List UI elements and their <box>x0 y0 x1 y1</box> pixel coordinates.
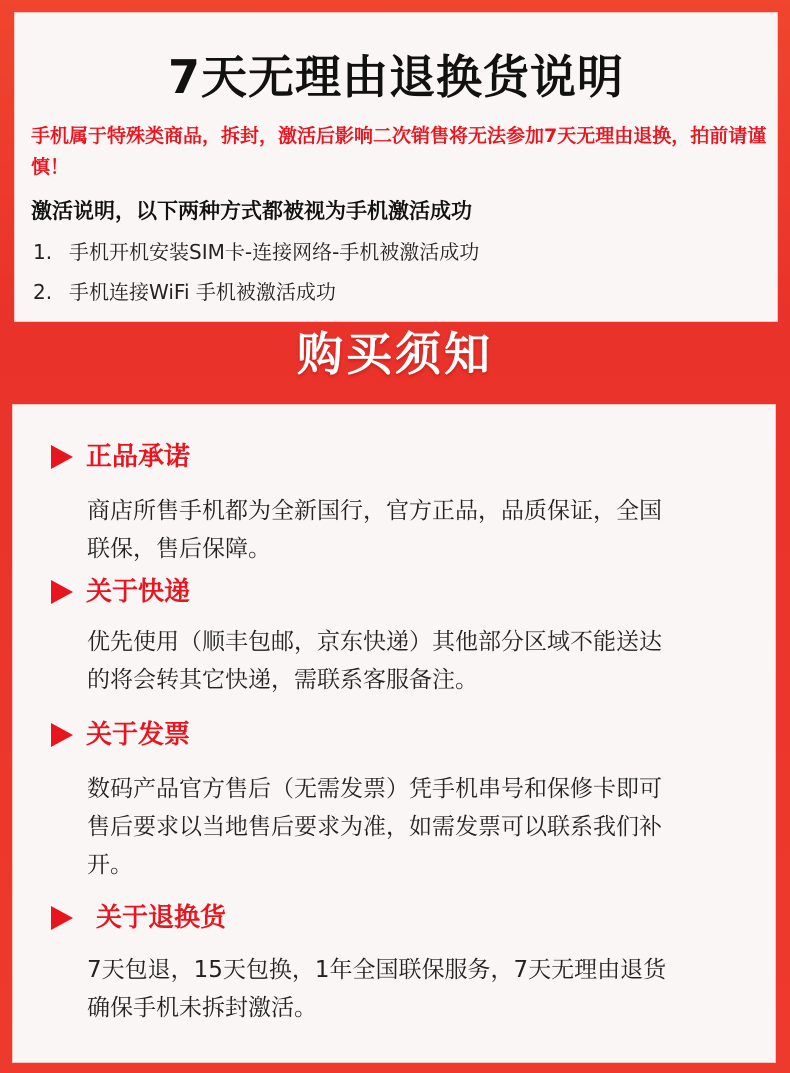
activation-item-number: 2. <box>33 280 53 304</box>
buy-notice-title: 购买须知 <box>297 327 493 381</box>
section-header-shipping <box>13 572 753 612</box>
activation-item <box>33 238 773 266</box>
section-header-invoice <box>13 715 753 755</box>
section-header-authentic <box>13 437 753 477</box>
triangle-right-icon <box>51 723 73 747</box>
section-header-returns <box>13 898 753 938</box>
triangle-right-icon <box>51 580 73 604</box>
unpacking-warning: 手机属于特殊类商品，拆封，激活后影响二次销售将无法参加7天无理由退换，拍前请谨慎！ <box>31 125 767 178</box>
section-body: 优先使用（顺丰包邮，京东快递）其他部分区域不能送达的将会转其它快递，需联系客服备注。 <box>87 629 662 693</box>
section-label: 关于快递 <box>86 577 191 607</box>
triangle-right-icon <box>51 445 73 469</box>
return-policy-card <box>14 12 778 322</box>
section-body: 7天包退，15天包换，1年全国联保服务，7天无理由退货确保手机未拆封激活。 <box>87 957 667 1021</box>
activation-item-number: 1. <box>33 240 53 264</box>
section-label: 正品承诺 <box>86 442 191 472</box>
activation-heading: 激活说明，以下两种方式都被视为手机激活成功 <box>31 199 472 223</box>
section-label: 关于退换货 <box>96 903 227 933</box>
section-body: 数码产品官方售后（无需发票）凭手机串号和保修卡即可售后要求以当地售后要求为准，如需发票可以联系我们补开。 <box>87 776 662 878</box>
section-label: 关于发票 <box>86 720 191 750</box>
return-policy-title: 7天无理由退换货说明 <box>167 50 624 104</box>
section-body: 商店所售手机都为全新国行，官方正品，品质保证，全国联保，售后保障。 <box>87 498 662 562</box>
triangle-right-icon <box>51 906 73 930</box>
activation-item <box>33 278 773 306</box>
activation-item-text: 手机连接WiFi 手机被激活成功 <box>69 280 336 304</box>
activation-item-text: 手机开机安装SIM卡-连接网络-手机被激活成功 <box>69 240 480 264</box>
buy-notice-card <box>12 404 776 1063</box>
